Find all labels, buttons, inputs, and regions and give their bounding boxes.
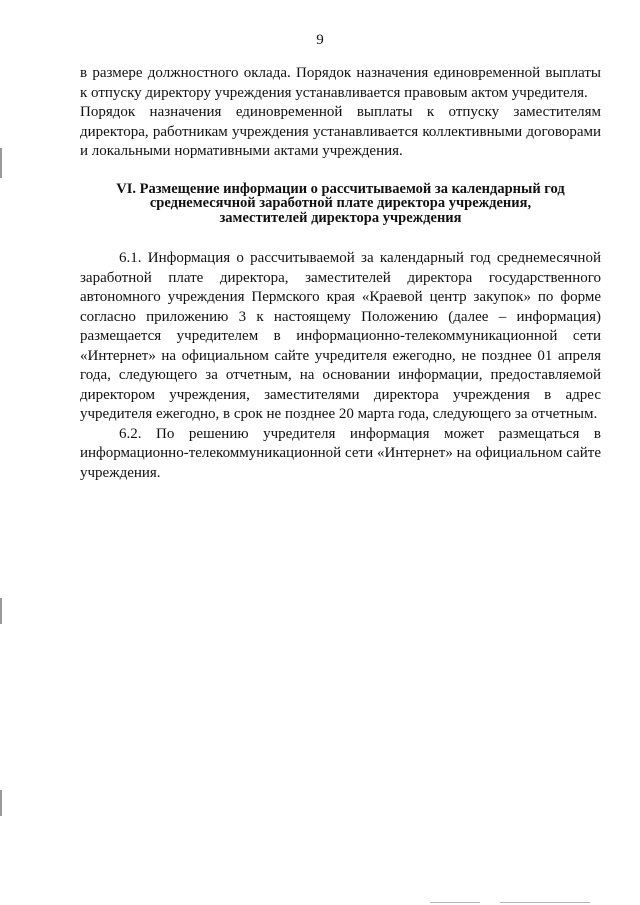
intro-paragraph-1: в размере должностного оклада. Порядок назначения единовременной выплаты к отпуску директору учреждения устанавливается правовым актом учредителя.	[80, 65, 601, 101]
section-heading-line-3: заместителей директора учреждения	[219, 209, 462, 226]
page-number: 9	[316, 32, 324, 48]
scan-edge-mark	[0, 598, 2, 624]
scan-edge-mark	[0, 790, 2, 816]
section-heading-line-2: среднемесячной заработной плате директора учреждения,	[149, 195, 532, 211]
clause-6-2: 6.2. По решению учредителя информация может размещаться в информационно-телекоммуникационной сети «Интернет» на официальном сайте учреждения.	[80, 425, 601, 481]
scan-bottom-mark	[500, 902, 590, 903]
document-body	[80, 64, 601, 483]
intro-paragraph-2: Порядок назначения единовременной выплаты к отпуску заместителям директора, работникам учреждения устанавливается коллективными договорами и локальными нормативными актами учреждения.	[80, 104, 601, 159]
section-heading-line-1: VI. Размещение информации о рассчитываемой за календарный год	[116, 180, 565, 197]
section-heading	[80, 182, 601, 226]
scan-bottom-mark	[430, 902, 480, 903]
scan-edge-mark	[0, 148, 2, 178]
clause-6-1: 6.1. Информация о рассчитываемой за календарный год среднемесячной заработной плате директора, заместителей директора государственного автономного учреждения Пермского края «Краевой центр закупок» по форме согласно приложению 3 к настоящему Положению (далее – информация) размещается учредителем в информационно-телекоммуникационной сети «Интернет» на официальном сайте учредителя ежегодно, не позднее 01 апреля года, следующего за отчетным, на основании информации, предоставляемой директором учреждения, заместителями директора учреждения в адрес учредителя ежегодно, в срок не позднее 20 марта года, следующего за отчетным.	[80, 250, 601, 422]
